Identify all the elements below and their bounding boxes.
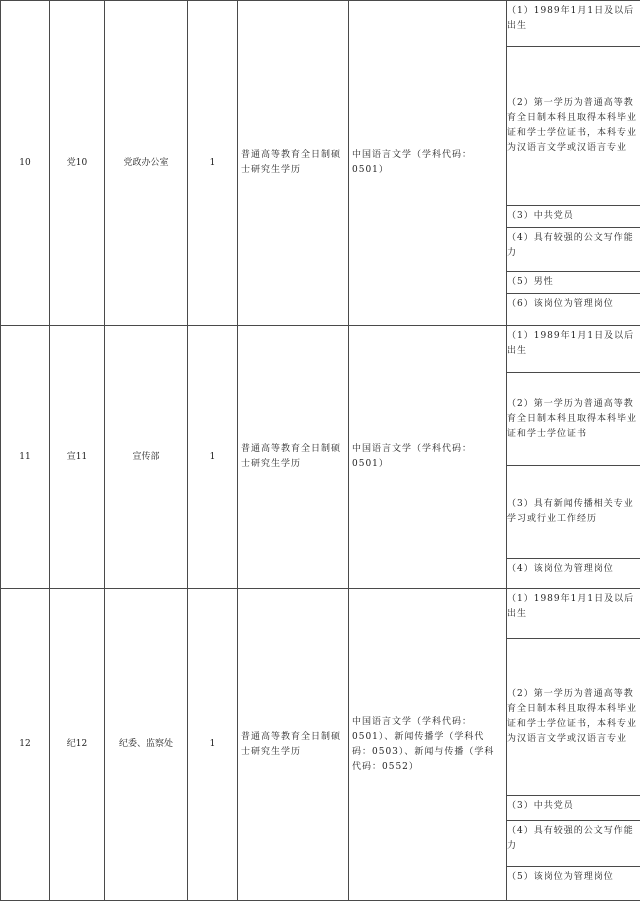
major: 中国语言文学（学科代码：0501） [349,326,507,589]
position-number: 12 [1,589,50,901]
requirement-item: （1）1989年1月1日及以后出生 [507,326,640,373]
position-code: 党10 [50,1,105,326]
headcount: 1 [188,589,238,901]
table-row [1,589,640,901]
requirement-item: （2）第一学历为普通高等教育全日制本科且取得本科毕业证和学士学位证书，本科专业为汉语言文学或汉语言专业 [507,47,640,206]
requirement-item: （2）第一学历为普通高等教育全日制本科且取得本科毕业证和学士学位证书 [507,373,640,466]
table-row [1,1,640,326]
requirement-item: （4）具有较强的公文写作能力 [507,821,640,867]
headcount: 1 [188,1,238,326]
qualification: 普通高等教育全日制硕士研究生学历 [238,589,349,901]
qualification: 普通高等教育全日制硕士研究生学历 [238,326,349,589]
department: 党政办公室 [105,1,188,326]
position-code: 纪12 [50,589,105,901]
department: 纪委、监察处 [105,589,188,901]
requirement-item: （4）该岗位为管理岗位 [507,564,614,574]
major: 中国语言文学（学科代码：0501）、新闻传播学（学科代码：0503）、新闻与传播（学科代码：0552） [349,589,507,901]
requirement-item: （5）该岗位为管理岗位 [507,872,614,882]
requirement-item: （4）具有较强的公文写作能力 [507,228,640,272]
requirement-item: （1）1989年1月1日及以后出生 [507,589,640,639]
position-code: 宣11 [50,326,105,589]
requirement-item: （3）具有新闻传播相关专业学习或行业工作经历 [507,466,640,559]
position-number: 10 [1,1,50,326]
requirements-cell [507,1,640,326]
department: 宣传部 [105,326,188,589]
requirement-item: （3）中共党员 [507,206,640,228]
requirement-item: （3）中共党员 [507,796,640,821]
requirement-item: （2）第一学历为普通高等教育全日制本科且取得本科毕业证和学士学位证书，本科专业为汉语言文学或汉语言专业 [507,639,640,796]
requirements-cell [507,326,640,589]
requirement-item: （5）男性 [507,272,640,294]
position-number: 11 [1,326,50,589]
qualification: 普通高等教育全日制硕士研究生学历 [238,1,349,326]
requirement-item: （1）1989年1月1日及以后出生 [507,1,640,47]
major: 中国语言文学（学科代码：0501） [349,1,507,326]
requirements-cell [507,589,640,901]
table-row [1,326,640,589]
requirement-item: （6）该岗位为管理岗位 [507,299,614,309]
headcount: 1 [188,326,238,589]
